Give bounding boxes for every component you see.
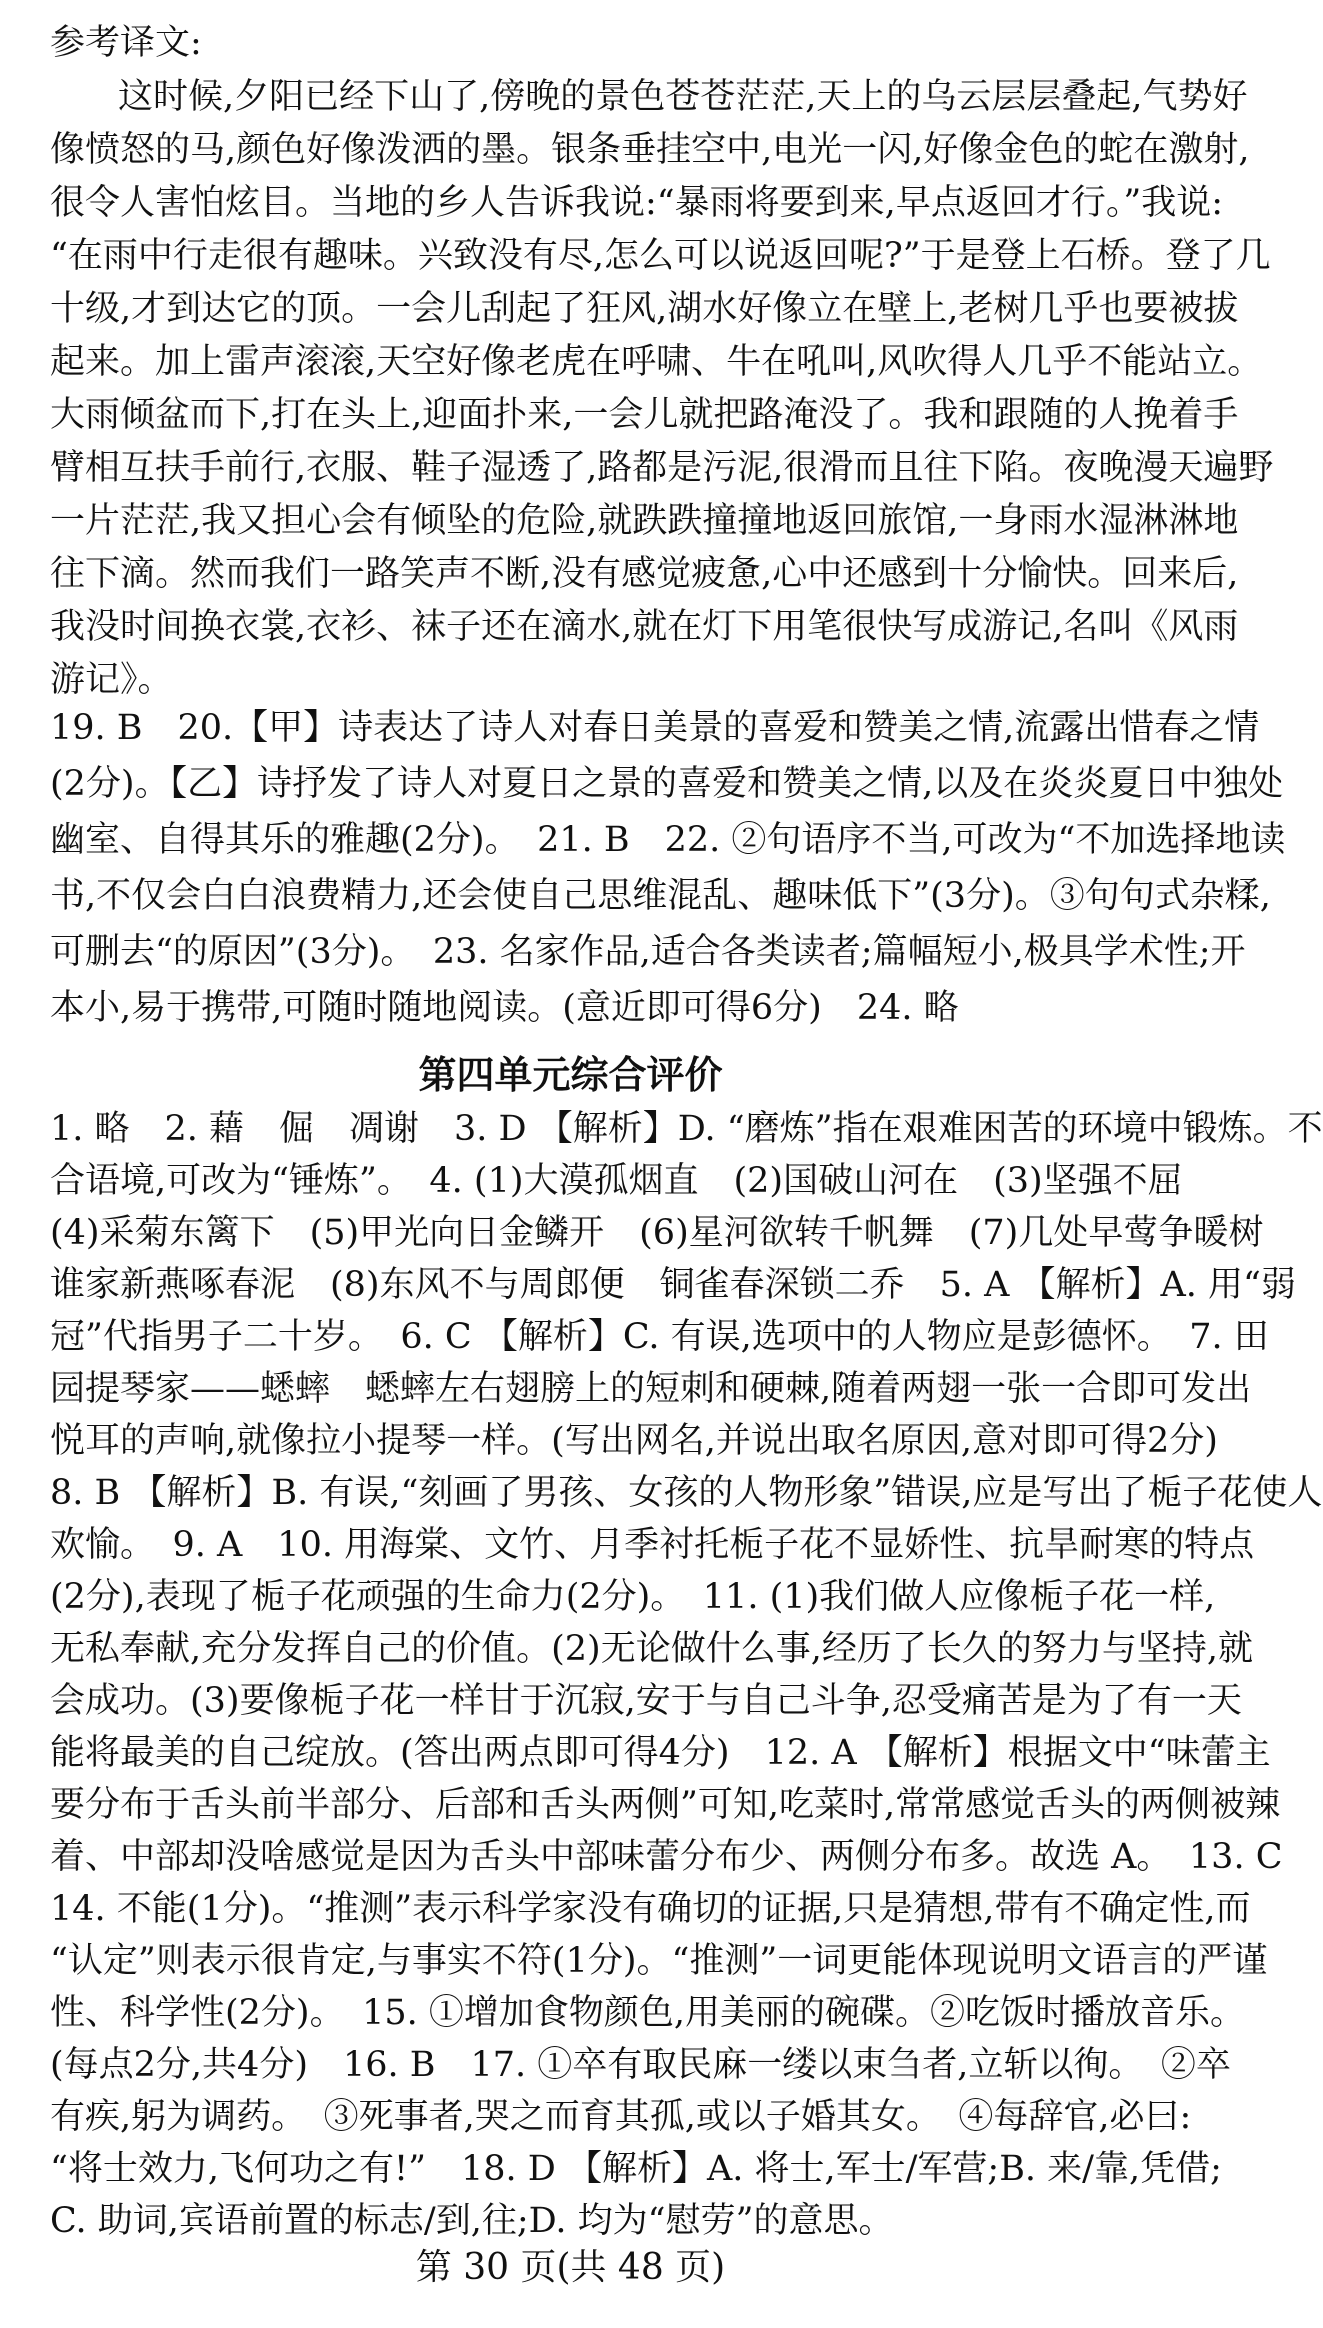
text-line: 8. B 【解析】B. 有误,“刻画了男孩、女孩的人物形象”错误,应是写出了栀子花使人: [50, 1473, 1323, 1513]
text-line: 很令人害怕炫目。当地的乡人告诉我说:“暴雨将要到来,早点返回才行。”我说:: [50, 183, 1223, 223]
text-line: 有疾,躬为调药。 ③死事者,哭之而育其孤,或以子婚其女。 ④每辞官,必曰:: [50, 2097, 1192, 2137]
text-line: 书,不仅会白白浪费精力,还会使自己思维混乱、趣味低下”(3分)。③句句式杂糅,: [50, 876, 1271, 916]
text-line: 要分布于舌头前半部分、后部和舌头两侧”可知,吃菜时,常常感觉舌头的两侧被辣: [50, 1785, 1281, 1825]
text-line: 能将最美的自己绽放。(答出两点即可得4分) 12. A 【解析】根据文中“味蕾主: [50, 1733, 1271, 1773]
text-line: 着、中部却没啥感觉是因为舌头中部味蕾分布少、两侧分布多。故选 A。 13. C: [50, 1837, 1283, 1877]
text-line: 14. 不能(1分)。“推测”表示科学家没有确切的证据,只是猜想,带有不确定性,而: [50, 1889, 1251, 1929]
text-line: 我没时间换衣裳,衣衫、袜子还在滴水,就在灯下用笔很快写成游记,名叫《风雨: [50, 607, 1239, 647]
text-line: 1. 略 2. 藉 倔 凋谢 3. D 【解析】D. “磨炼”指在艰难困苦的环境中锻炼。不: [50, 1109, 1323, 1149]
text-line: “在雨中行走很有趣味。兴致没有尽,怎么可以说返回呢?”于是登上石桥。登了几: [50, 236, 1271, 276]
text-line: 悦耳的声响,就像拉小提琴一样。(写出网名,并说出取名原因,意对即可得2分): [50, 1421, 1218, 1461]
text-line: 合语境,可改为“锤炼”。 4. (1)大漠孤烟直 (2)国破山河在 (3)坚强不屈: [50, 1161, 1183, 1201]
text-line: 19. B 20.【甲】诗表达了诗人对春日美景的喜爱和赞美之情,流露出惜春之情: [50, 708, 1260, 748]
text-line: 可删去“的原因”(3分)。 23. 名家作品,适合各类读者;篇幅短小,极具学术性;开: [50, 932, 1246, 972]
text-line: 一片茫茫,我又担心会有倾坠的危险,就跌跌撞撞地返回旅馆,一身雨水湿淋淋地: [50, 501, 1239, 541]
text-line: 欢愉。 9. A 10. 用海棠、文竹、月季衬托栀子花不显娇性、抗旱耐寒的特点: [50, 1525, 1255, 1565]
text-line: (2分),表现了栀子花顽强的生命力(2分)。 11. (1)我们做人应像栀子花一样,: [50, 1577, 1216, 1617]
text-line: 这时候,夕阳已经下山了,傍晚的景色苍苍茫茫,天上的乌云层层叠起,气势好: [118, 77, 1248, 117]
text-line: 起来。加上雷声滚滚,天空好像老虎在呼啸、牛在吼叫,风吹得人几乎不能站立。: [50, 342, 1263, 382]
text-line: (4)采菊东篱下 (5)甲光向日金鳞开 (6)星河欲转千帆舞 (7)几处早莺争暖树: [50, 1213, 1264, 1253]
text-line: 游记》。: [50, 660, 173, 700]
text-line: 往下滴。然而我们一路笑声不断,没有感觉疲惫,心中还感到十分愉快。回来后,: [50, 554, 1239, 594]
text-line: 性、科学性(2分)。 15. ①增加食物颜色,用美丽的碗碟。②吃饭时播放音乐。: [50, 1993, 1245, 2033]
text-line: 冠”代指男子二十岁。 6. C 【解析】C. 有误,选项中的人物应是彭德怀。 7. 田: [50, 1317, 1269, 1357]
text-line: 会成功。(3)要像栀子花一样甘于沉寂,安于与自己斗争,忍受痛苦是为了有一天: [50, 1681, 1242, 1721]
text-line: 谁家新燕啄春泥 (8)东风不与周郎便 铜雀春深锁二乔 5. A 【解析】A. 用“弱: [50, 1265, 1296, 1305]
text-line: C. 助词,宾语前置的标志/到,往;D. 均为“慰劳”的意思。: [50, 2201, 894, 2241]
text-line: (2分)。【乙】诗抒发了诗人对夏日之景的喜爱和赞美之情,以及在炎炎夏日中独处: [50, 764, 1284, 804]
text-line: 臂相互扶手前行,衣服、鞋子湿透了,路都是污泥,很滑而且往下陷。夜晚漫天遍野: [50, 448, 1274, 488]
text-line: (每点2分,共4分) 16. B 17. ①卒有取民麻一缕以束刍者,立斩以徇。 ②卒: [50, 2045, 1231, 2085]
text-line: 十级,才到达它的顶。一会儿刮起了狂风,湖水好像立在壁上,老树几乎也要被拔: [50, 289, 1239, 329]
text-line: “将士效力,飞何功之有!” 18. D 【解析】A. 将士,军士/军营;B. 来/靠,凭借;: [50, 2149, 1222, 2189]
text-line: 无私奉献,充分发挥自己的价值。(2)无论做什么事,经历了长久的努力与坚持,就: [50, 1629, 1253, 1669]
page-footer: 第 30 页(共 48 页): [415, 2247, 726, 2288]
text-line: 大雨倾盆而下,打在头上,迎面扑来,一会儿就把路淹没了。我和跟随的人挽着手: [50, 395, 1239, 435]
text-line: 幽室、自得其乐的雅趣(2分)。 21. B 22. ②句语序不当,可改为“不加选择地读: [50, 820, 1286, 860]
translation-label: 参考译文:: [50, 23, 202, 63]
text-line: 园提琴家——蟋蟀 蟋蟀左右翅膀上的短刺和硬棘,随着两翅一张一合即可发出: [50, 1369, 1252, 1409]
text-line: 像愤怒的马,颜色好像泼洒的墨。银条垂挂空中,电光一闪,好像金色的蛇在激射,: [50, 130, 1250, 170]
text-line: 本小,易于携带,可随时随地阅读。(意近即可得6分) 24. 略: [50, 988, 959, 1028]
text-line: “认定”则表示很肯定,与事实不符(1分)。“推测”一词更能体现说明文语言的严谨: [50, 1941, 1268, 1981]
unit4-heading: 第四单元综合评价: [418, 1053, 723, 1097]
